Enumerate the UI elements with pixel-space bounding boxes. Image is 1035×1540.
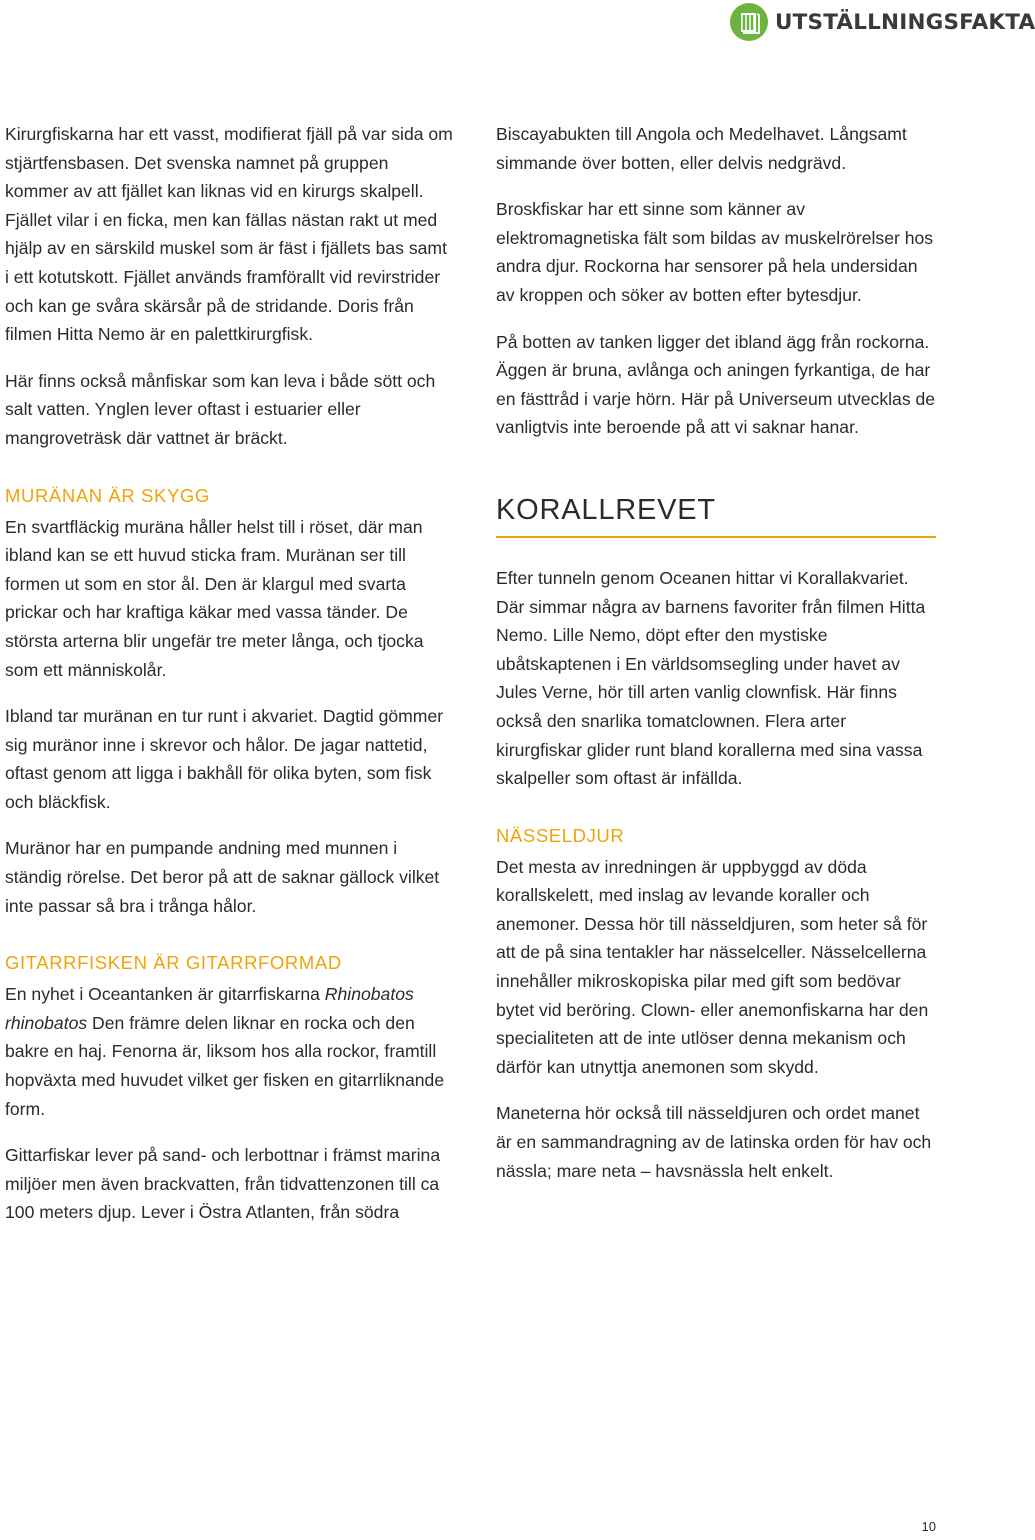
paragraph-kirurgfiskar: Kirurgfiskarna har ett vasst, modifierat fjäll på var sida om stjärtfensbasen. Det svenska namnet på gruppen kommer av att fjället kan liknas vid en kirurgs skalpell. Fjället vilar i en ficka, men kan fällas nästan rakt ut med hjälp av en särskild muskel som är fäst i fjällets bas samt i ett kotutskott. Fjället används framförallt vid revirstrider och kan ge svåra skärsår på de stridande. Doris från filmen Hitta Nemo är en palettkirurgfisk. — [5, 124, 453, 345]
right-column — [496, 120, 936, 1203]
paragraph-gitarrfisk-2: Gittarfiskar lever på sand- och lerbottnar i främst marina miljöer men även brackvatten, från tidvattenzonen till ca 100 meters djup. Lever i Östra Atlanten, från södra — [5, 1145, 441, 1223]
paragraph-nasseldjur-1: Det mesta av inredningen är uppbyggd av döda korallskelett, med inslag av levande koraller och anemoner. Dessa hör till nässeldjuren, som heter så för att de på sina tentakler har nässelceller. Nässelcellerna innehåller mikroskopiska pilar med gift som bedövar bytet vid beröring. Clown- eller anemonfiskarna har den specialiteten att de inte utlöser denna mekanism och därför kan utnyttja anemonen som skydd. — [496, 856, 929, 1077]
heading-gitarrfisken: GITARRFISKEN ÄR GITARRFORMAD — [5, 952, 342, 974]
header — [660, 0, 1035, 44]
text-run: En nyhet i Oceantanken är gitarrfiskarna — [5, 984, 325, 1005]
paragraph-broskfiskar: Broskfiskar har ett sinne som känner av elektromagnetiska fält som bildas av muskelrörelser hos andra djur. Rockorna har sensorer på hela undersidan av kroppen och söker av botten efter bytesdjur. — [496, 199, 934, 305]
left-column — [5, 120, 455, 1245]
paragraph-murana-2: Ibland tar muränan en tur runt i akvariet. Dagtid gömmer sig muränor inne i skrevor och hålor. De jagar nattetid, oftast genom att ligga i bakhåll för olika byten, som fisk och bläckfisk. — [5, 706, 444, 812]
page-number: 10 — [921, 1519, 936, 1534]
heading-korallrevet: KORALLREVET — [496, 492, 936, 538]
text-run: Den främre delen liknar en rocka och den bakre en haj. Fenorna är, liksom hos alla rockor, framtill hopväxta med huvudet vilket ger fisken en gitarrliknande form. — [5, 1012, 445, 1119]
species-name: Rhinobatos rhinobatos — [5, 984, 414, 1033]
paragraph-agg: På botten av tanken ligger det ibland ägg från rockorna. Äggen är bruna, avlånga och aningen fyrkantiga, de har en fästtråd i varje hörn. Här på Universeum utvecklas de vanligtvis inte beroende på att vi saknar hanar. — [496, 331, 936, 438]
heading-nasseldjur: NÄSSELDJUR — [496, 824, 625, 846]
paragraph-gitarrfisk-1 — [5, 980, 455, 1123]
paragraph-korallakvariet: Efter tunneln genom Oceanen hittar vi Korallakvariet. Där simmar några av barnens favoriter från filmen Hitta Nemo. Lille Nemo, döpt efter den mystiske ubåtskaptenen i En världsomsegling under havet av Jules Verne, hör till arten vanlig clownfisk. Här finns också den snarlika tomatclownen. Flera arter kirurgfiskar glider runt bland korallerna med sina vassa skalpeller som oftast är infällda. — [496, 567, 926, 789]
paragraph-manfiskar: Här finns också månfiskar som kan leva i både sött och salt vatten. Ynglen lever oftast i estuarier eller mangroveträsk där vattnet är bräckt. — [5, 370, 436, 448]
paragraph-nasseldjur-2: Maneterna hör också till nässeldjuren och ordet manet är en sammandragning av de latinska orden för hav och nässla; mare neta – havsnässla helt enkelt. — [496, 1103, 932, 1181]
book-icon — [730, 2, 768, 42]
brand-logo-text: UTSTÄLLNINGSFAKTA — [775, 10, 1035, 35]
paragraph-biscaya: Biscayabukten till Angola och Medelhavet. Långsamt simmande över botten, eller delvis nedgrävd. — [496, 124, 907, 173]
heading-murana: MURÄNAN ÄR SKYGG — [5, 484, 210, 506]
paragraph-murana-3: Muränor har en pumpande andning med munnen i ständig rörelse. Det beror på att de saknar gällock vilket inte passar så bra i trånga hålor. — [5, 838, 440, 916]
paragraph-murana-1: En svartfläckig muräna håller helst till i röset, där man ibland kan se ett huvud sticka fram. Muränan ser till formen ut som en stor ål. Den är klargul med svarta prickar och har kraftiga käkar med vassa tänder. De största arterna blir ungefär tre meter långa, och tjocka som ett människolår. — [5, 516, 424, 680]
